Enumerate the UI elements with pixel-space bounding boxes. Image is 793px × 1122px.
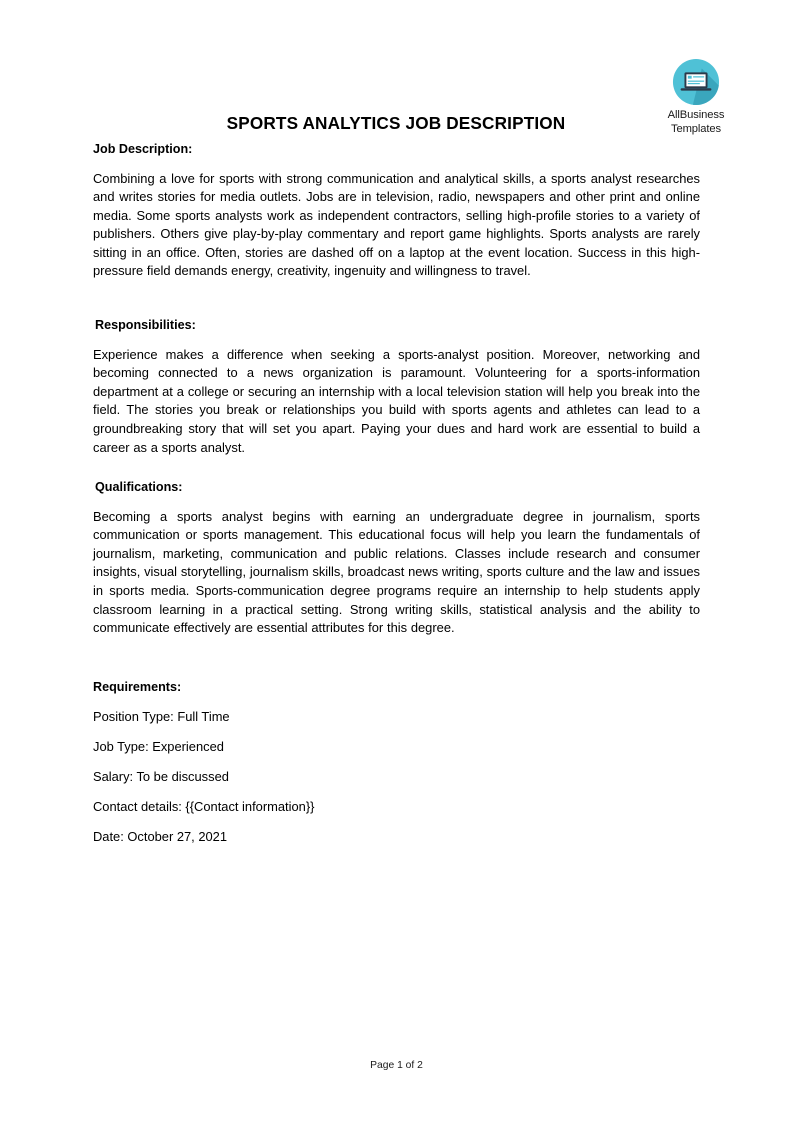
laptop-icon — [672, 58, 720, 106]
requirement-salary: Salary: To be discussed — [93, 768, 229, 784]
brand-name-line2: Templates — [670, 122, 722, 135]
paragraph-qualifications: Becoming a sports analyst begins with earning an undergraduate degree in journalism, sports communication or sports management. This educational focus will help you learn the fundamentals of journalism, marketing, communication and public relations. Classes include research and consumer insights, visual storytelling, journalism skills, broadcast news writing, sports culture and the law and issues in sports media. Sports-communication degree programs require an internship to help students apply classroom learning in a practical setting. Strong writing skills, statistical analysis and the ability to communicate effectively are essential attributes for this degree. — [93, 508, 700, 636]
paragraph-responsibilities: Experience makes a difference when seeking a sports-analyst position. Moreover, networking and becoming connected to a news organization is paramount. Volunteering for a sports-information department at a college or securing an internship with a local television station will help you break into the field. The stories you break or relationships you build with sports agents and athletes can lead to a groundbreaking story that will set you apart. Paying your dues and hard work are essential to build a career as a sports analyst. — [93, 346, 700, 455]
heading-job-description: Job Description: — [93, 142, 193, 156]
heading-requirements: Requirements: — [93, 679, 182, 694]
heading-responsibilities: Responsibilities: — [95, 318, 196, 333]
spacer — [93, 638, 700, 678]
brand-name-line1: AllBusiness — [667, 109, 725, 121]
paragraph-job-description: Combining a love for sports with strong communication and analytical skills, a sports analyst researches and writes stories for media outlets. Jobs are in television, radio, newspapers and other print and online media. Some sports analysts work as independent contractors, selling high-profile stories to a variety of publishers. Others give play-by-play commentary and report game highlights. Sports analysts are rarely sitting in an office. Often, stories are dashed off on a laptop at the event location. Success in this high-pressure field demands energy, creativity, ingenuity and willingness to travel. — [93, 170, 700, 279]
requirement-job-type: Job Type: Experienced — [93, 738, 224, 754]
spacer — [93, 817, 700, 829]
spacer — [93, 497, 700, 508]
spacer — [93, 756, 700, 768]
requirement-date: Date: October 27, 2021 — [93, 829, 228, 845]
spacer — [93, 159, 700, 170]
heading-qualifications: Qualifications: — [95, 480, 183, 495]
spacer — [93, 726, 700, 738]
spacer — [93, 335, 700, 346]
spacer — [93, 696, 700, 708]
spacer — [93, 281, 700, 316]
requirement-position-type: Position Type: Full Time — [93, 708, 230, 724]
page-number-label: Page 1 of 2 — [370, 1060, 423, 1071]
page-footer — [0, 1060, 793, 1071]
spacer — [93, 457, 700, 478]
page-title: SPORTS ANALYTICS JOB DESCRIPTION — [226, 113, 566, 133]
spacer — [93, 787, 700, 799]
requirement-contact-details: Contact details: {{Contact information}} — [93, 799, 315, 815]
document-body — [93, 140, 700, 847]
